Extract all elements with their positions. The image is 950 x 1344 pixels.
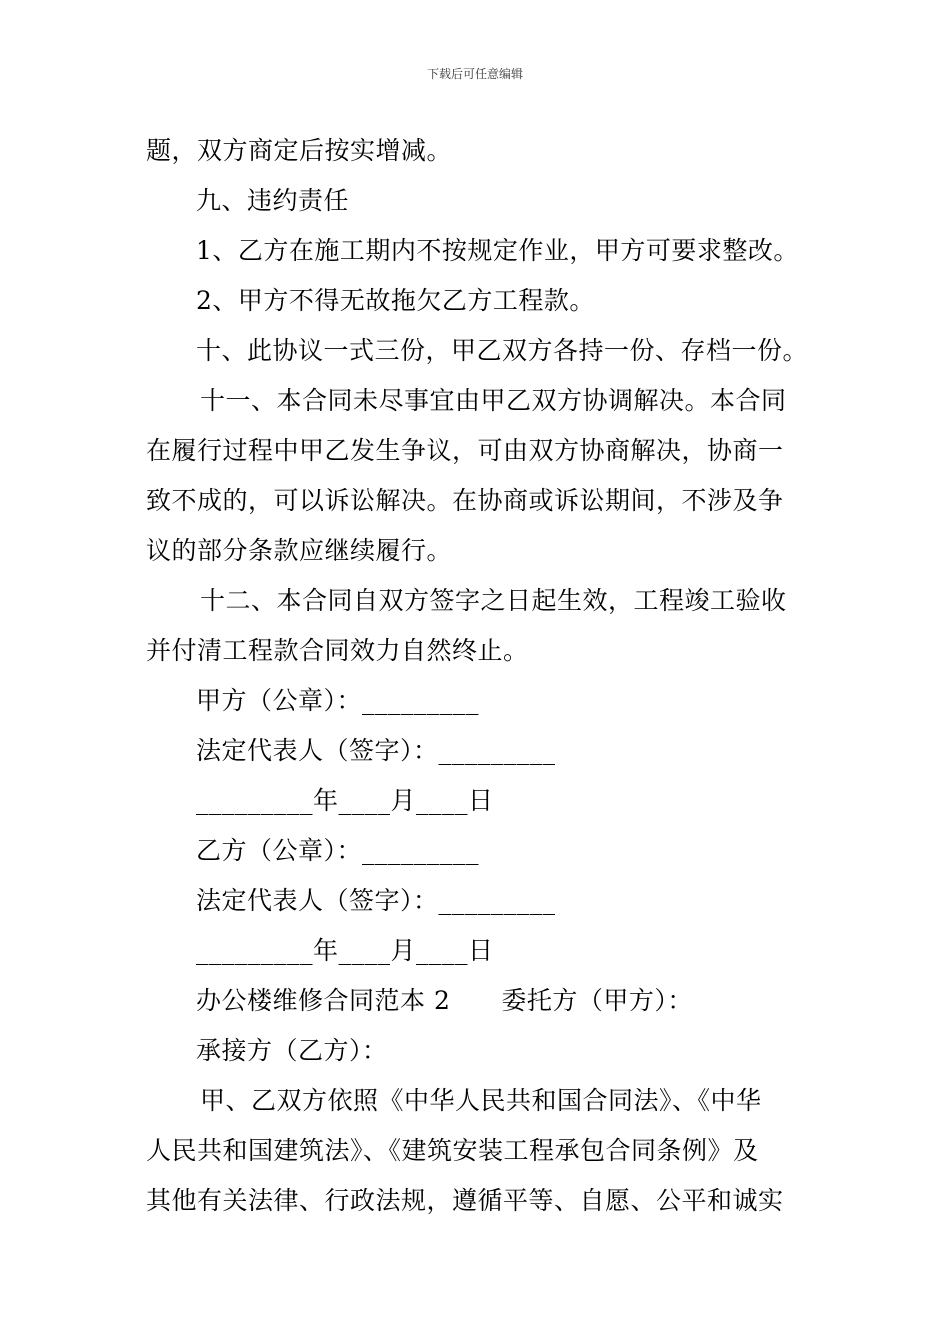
text-line: 1、乙方在施工期内不按规定作业，甲方可要求整改。 — [196, 236, 799, 265]
template-title-line: 办公楼维修合同范本 2 委托方（甲方）： — [196, 986, 693, 1015]
section-heading-breach: 九、违约责任 — [196, 186, 350, 215]
signature-party-b-date: _________年____月____日 — [196, 936, 494, 965]
page-header: 下载后可任意编辑 — [426, 67, 523, 81]
text-line: 十、此协议一式三份，甲乙双方各持一份、存档一份。 — [196, 336, 809, 365]
signature-party-a-date: _________年____月____日 — [196, 786, 494, 815]
text-line: 十一、本合同未尽事宜由甲乙双方协调解决。本合同 — [200, 386, 787, 415]
text-line: 十二、本合同自双方签字之日起生效，工程竣工验收 — [200, 586, 787, 615]
text-line: 其他有关法律、行政法规，遵循平等、自愿、公平和诚实 — [146, 1186, 784, 1215]
signature-party-a-rep: 法定代表人（签字）：_________ — [196, 736, 556, 765]
signature-party-b-rep: 法定代表人（签字）：_________ — [196, 886, 556, 915]
text-line: 承接方（乙方）： — [196, 1036, 388, 1065]
text-line: 甲、乙双方依照《中华人民共和国合同法》、《中华 — [200, 1086, 762, 1115]
text-line: 议的部分条款应继续履行。 — [146, 536, 453, 565]
text-line: 致不成的，可以诉讼解决。在协商或诉讼期间，不涉及争 — [146, 486, 784, 515]
text-line: 在履行过程中甲乙发生争议，可由双方协商解决，协商一 — [146, 436, 784, 465]
text-line: 2、甲方不得无故拖欠乙方工程款。 — [196, 286, 595, 315]
document-body — [146, 126, 808, 1226]
text-line: 题，双方商定后按实增减。 — [146, 136, 453, 165]
signature-party-b-seal: 乙方（公章）：_________ — [196, 836, 480, 865]
signature-party-a-seal: 甲方（公章）：_________ — [196, 686, 480, 715]
text-line: 人民共和国建筑法》、《建筑安装工程承包合同条例》及 — [146, 1136, 759, 1165]
text-line: 并付清工程款合同效力自然终止。 — [146, 636, 529, 665]
